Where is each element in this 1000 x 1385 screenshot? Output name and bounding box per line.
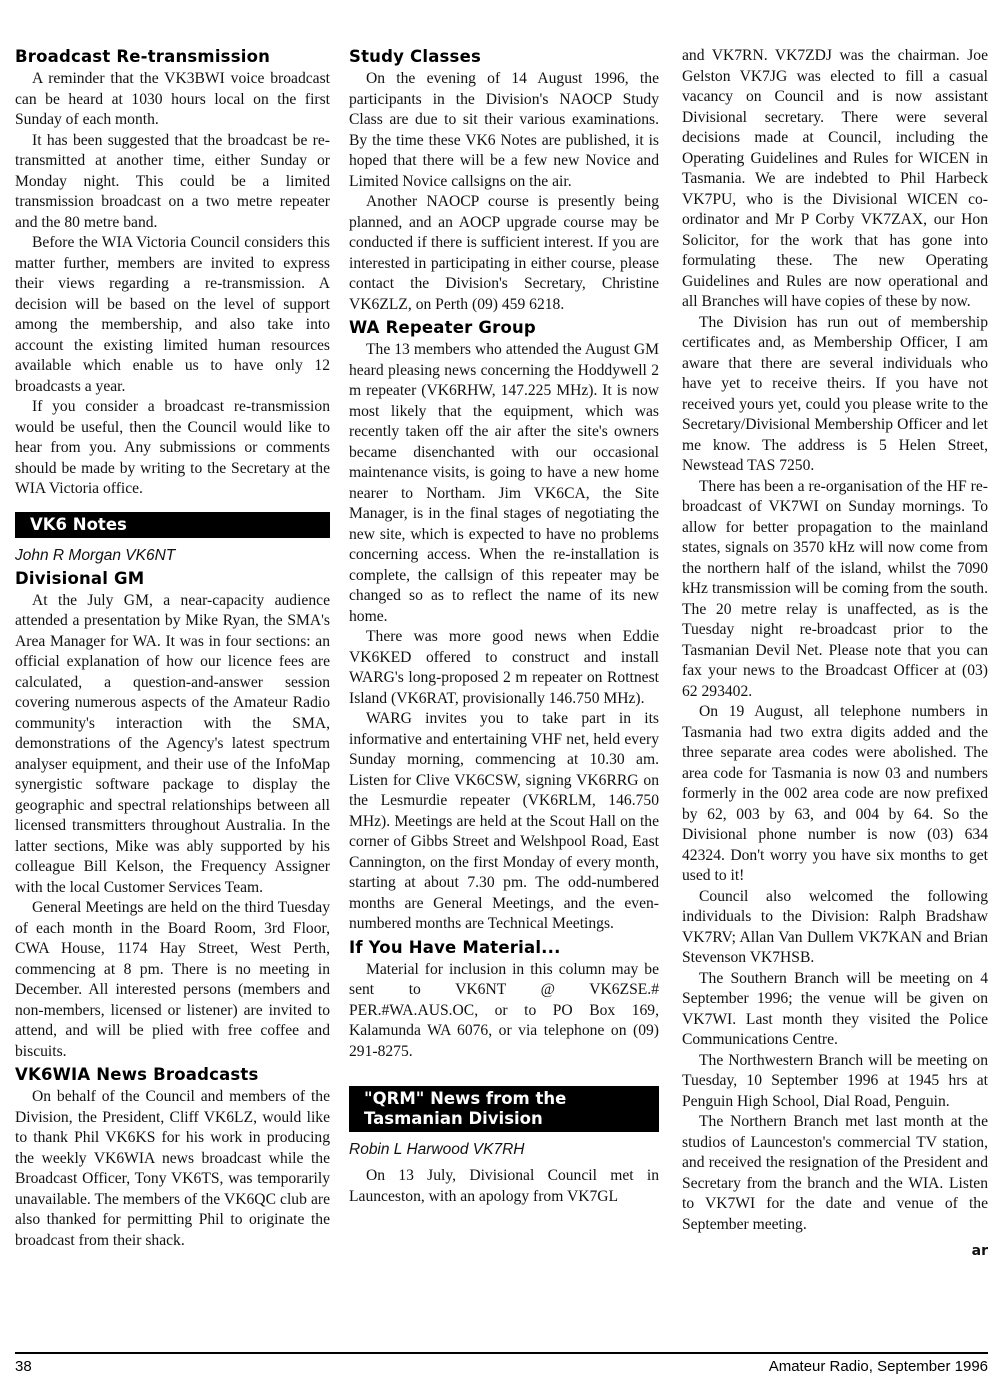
paragraph: On 13 July, Divisional Council met in Launceston, with an apology from VK7GL: [349, 1167, 659, 1205]
heading-vk6wia-news: VK6WIA News Broadcasts: [15, 1065, 259, 1084]
paragraph: Another NAOCP course is presently being planned, and an AOCP upgrade course may be conducted if there is sufficient interest. If you are interested in participating in either course, please contact the Division's Secretary, Christine VK6ZLZ, on Perth (09) 459 6218.: [349, 193, 659, 313]
paragraph: The Southern Branch will be meeting on 4 September 1996; the venue will be given on VK7WI. Last month they visited the Police Communications Centre.: [682, 969, 988, 1048]
paragraph: and VK7RN. VK7ZDJ was the chairman. Joe Gelston VK7JG was elected to fill a casual vacancy on Council and is now assistant Divisional secretary. There were several decisions made at Council, including the Operating Guidelines and Rules for WICEN in Tasmania. We are indebted to Phil Harbeck VK7PU, who is the Divisional WICEN co-ordinator and Mr P Corby VK7ZAX, our Hon Solicitor, for the work that has gone into formulating these. The new Operating Guidelines and Rules are now operational and all Branches will have copies of these by now.: [682, 47, 988, 310]
paragraph: It has been suggested that the broadcast be re-transmitted at another time, either Sunday or Monday night. This could be a limited transmission broadcast on a two metre repeater and the 80 metre band.: [15, 131, 330, 231]
paragraph: The Northwestern Branch will be meeting on Tuesday, 10 September 1996 at 1945 hrs at Penguin High School, Dial Road, Penguin.: [682, 1051, 988, 1110]
column-3: [682, 46, 988, 1262]
page-footer: [15, 1352, 988, 1375]
paragraph: The Division has run out of membership certificates and, as Membership Officer, I am aware that there are several individuals who have yet to receive theirs. If you have not received yours yet, could you please write to the Secretary/Divisional Membership Officer and let me know. The address is 5 Helen Street, Newstead TAS 7250.: [682, 313, 988, 474]
byline-vk6: John R Morgan VK6NT: [15, 546, 176, 564]
paragraph: Before the WIA Victoria Council considers this matter further, members are invited to express their views regarding a re-transmission. A decision will be based on the level of support among the membership, and also take into account the existing limited human resources available which enable us to have only 12 broadcasts a year.: [15, 234, 330, 395]
paragraph: On behalf of the Council and members of the Division, the President, Cliff VK6LZ, would like to thank Phil VK6KS for his work in producing the weekly VK6WIA news broadcast while the Broadcast Officer, Tony VK6TS, was temporarily unavailable. The members of the VK6QC club are also thanked for permitting Phil to originate the broadcast from their shack.: [15, 1088, 330, 1249]
column-2: [349, 44, 659, 1207]
page-number: 38: [15, 1358, 32, 1375]
paragraph: WARG invites you to take part in its informative and entertaining VHF net, held every Sunday morning, commencing at 10.30 am. Listen for Clive VK6CSW, signing VK6RRG on the Lesmurdie repeater (VK6RLM, 146.750 MHz). Meetings are held at the Scout Hall on the corner of Gibbs Street and Welshpool Road, East Cannington, on the first Monday of every month, starting at about 7.30 pm. The odd-numbered months are General Meetings, and the even-numbered months are Technical Meetings.: [349, 710, 659, 932]
paragraph: On the evening of 14 August 1996, the participants in the Division's NAOCP Study Class are due to sit their various examinations. By the time these VK6 Notes are published, it is hoped that there will be a few new Novice and Limited Novice callsigns on the air.: [349, 70, 659, 190]
byline-qrm: Robin L Harwood VK7RH: [349, 1141, 525, 1158]
heading-if-you-have-material: If You Have Material...: [349, 937, 561, 957]
paragraph: If you consider a broadcast re-transmission would be useful, then the Council would like to hear from you. Any submissions or comments should be made by writing to the Secretary at the WIA Victoria office.: [15, 398, 330, 497]
heading-broadcast-retransmission: Broadcast Re-transmission: [15, 47, 271, 66]
section-banner-vk6-notes: [15, 512, 330, 538]
end-mark: ar: [971, 1243, 988, 1259]
paragraph: Material for inclusion in this column may be sent to VK6NT @ VK6ZSE.# PER.#WA.AUS.OC, or to PO Box 169, Kalamunda WA 6076, or via telephone on (09) 291-8275.: [349, 960, 659, 1060]
paragraph: The 13 members who attended the August GM heard pleasing news concerning the Hoddywell 2 m repeater (VK6RHW, 147.225 MHz). It is now most likely that the equipment, which was recently taken off the air after the site's owners became disenchanted with our occasional maintenance visits, is going to have a new home nearer to Northam. Jim VK6CA, the Site Manager, is in the final stages of negotiating the new site, which is expected to have no problems concerning access. When the re-installation is complete, the callsign of this repeater may be changed so as to reflect the name of its new home.: [349, 341, 659, 625]
paragraph: The Northern Branch met last month at the studios of Launceston's commercial TV station, and received the resignation of the President and Secretary from the branch and the WIA. Listen to VK7WI for the date and venue of the September meeting.: [682, 1113, 988, 1233]
column-1: [15, 44, 330, 1251]
paragraph: On 19 August, all telephone numbers in Tasmania had two extra digits added and the three separate area codes were abolished. The area code for Tasmania is now 03 and numbers formerly in the 002 area code are now prefixed by 62, 003 by 63, and 004 by 64. So the Divisional phone number is now (03) 634 42324. Don't worry you have six months to get used to it!: [682, 703, 988, 884]
paragraph: There was more good news when Eddie VK6KED offered to construct and install WARG's long-proposed 2 m repeater on Rottnest Island (VK6RAT, provisionally 146.750 MHz).: [349, 628, 659, 707]
paragraph: A reminder that the VK3BWI voice broadcast can be heard at 1030 hours local on the first Sunday of each month.: [15, 70, 330, 128]
heading-wa-repeater-group: WA Repeater Group: [349, 318, 536, 337]
paragraph: Council also welcomed the following individuals to the Division: Ralph Bradshaw VK7RV; Allan Van Dullem VK7KAN and Brian Stevenson VK7HSB.: [682, 887, 988, 966]
banner-title-line-2: Tasmanian Division: [364, 1109, 543, 1128]
banner-title-line-1: "QRM" News from the: [364, 1089, 567, 1108]
section-banner-qrm: [349, 1086, 659, 1132]
paragraph: There has been a re-organisation of the HF re-broadcast of VK7WI on Sunday mornings. To allow for better propagation to the mainland states, signals on 3570 kHz will now come from the northern half of the island, whilst the 7090 kHz transmission will be coming from the south. The 20 metre relay is unaffected, as is the Tuesday night re-broadcast prior to the Tasmanian Devil Net. Please note that you can fax your news to the Broadcast Officer at (03) 62 293402.: [682, 477, 988, 700]
heading-divisional-gm: Divisional GM: [15, 568, 145, 588]
heading-study-classes: Study Classes: [349, 47, 481, 66]
paragraph: General Meetings are held on the third Tuesday of each month in the Board Room, 3rd Floor, CWA House, 1174 Hay Street, West Perth, commencing at 8 pm. There is no meeting in December. All interested persons (members and non-members, licensed or listener) are invited to attend, and will be plied with free coffee and biscuits.: [15, 899, 330, 1060]
banner-title: VK6 Notes: [30, 514, 127, 534]
magazine-issue: Amateur Radio, September 1996: [768, 1358, 988, 1375]
paragraph: At the July GM, a near-capacity audience attended a presentation by Mike Ryan, the SMA's Area Manager for WA. It was in four sections: an official explanation of how our licence fees are calculated, a question-and-answer session covering numerous aspects of the Amateur Radio community's interaction with the SMA, demonstrations of the Agency's latest spectrum analyser equipment, and their use of the InfoMap synergistic software package to display the geographic and spectral relationships between all licensed transmitters throughout Australia. In the latter sections, Mike was ably supported by his colleague Bill Kelson, the Frequency Assigner with the local Customer Services Team.: [15, 591, 330, 896]
